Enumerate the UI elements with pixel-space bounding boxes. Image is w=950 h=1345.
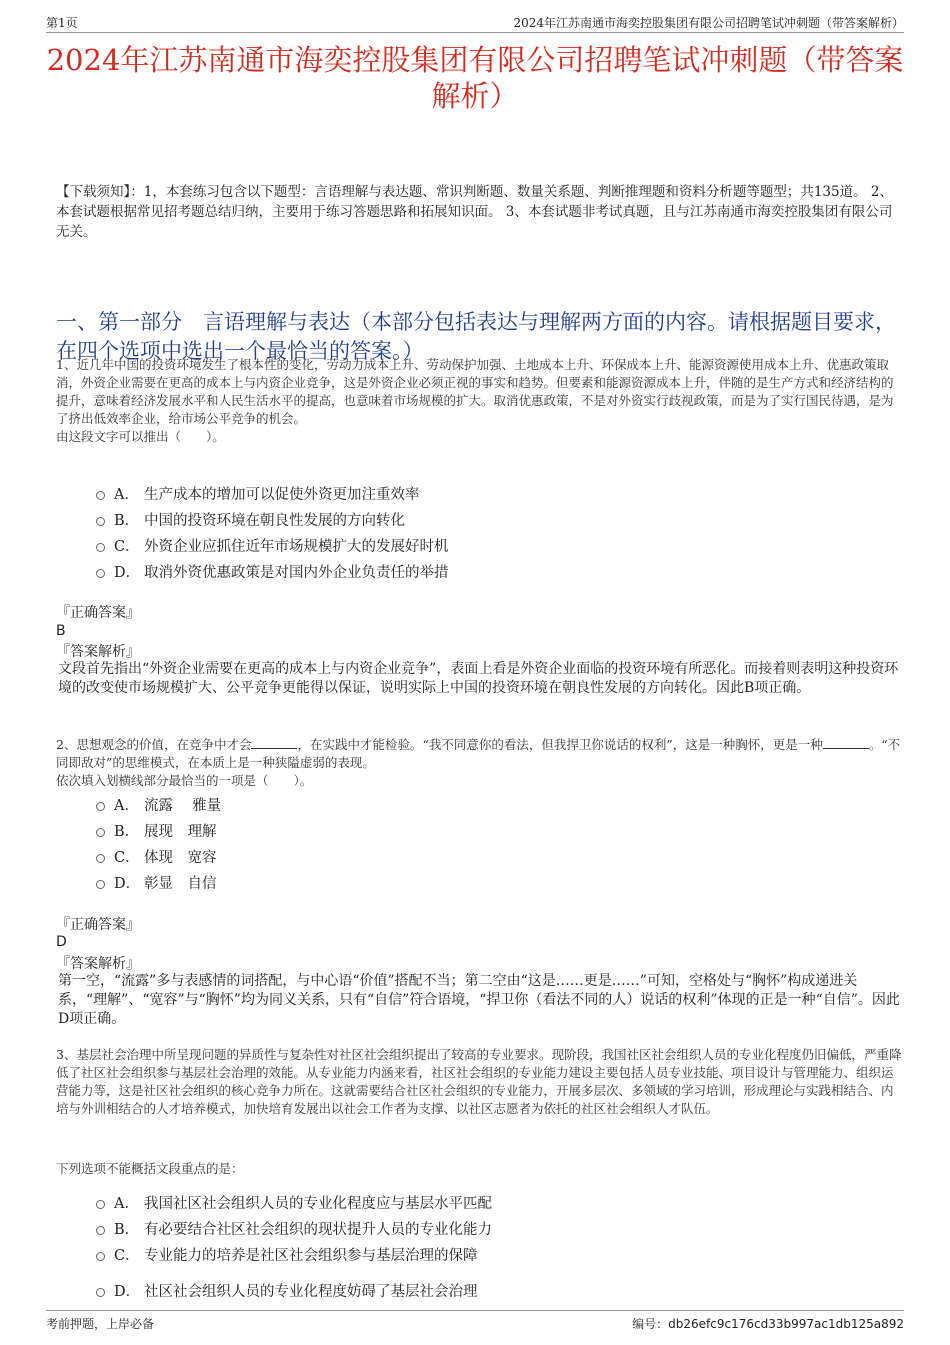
radio-icon[interactable] xyxy=(96,543,105,552)
radio-icon[interactable] xyxy=(96,491,105,500)
question-2-options xyxy=(96,793,904,897)
page-header xyxy=(46,10,904,33)
footer-slogan: 考前押题，上岸必备 xyxy=(46,1317,155,1331)
radio-icon[interactable] xyxy=(96,1252,105,1261)
q2-explanation: 第一空，“流露”多与表感情的词搭配，与中心语“价值”搭配不当；第二空由“这是……更是……”可知，空格处与“胸怀”构成递进关系，“理解”、“宽容”与“胸怀”均为同义关系，只有“自信”符合语境，“捍卫你（看法不同的人）说话的权利”体现的正是一种“自信”。因此D项正确。 xyxy=(58,973,900,1027)
question-1-stem: 1、近几年中国的投资环境发生了根本性的变化，劳动力成本上升、劳动保护加强、土地成本上升、环保成本上升、能源资源使用成本上升、优惠政策取消，外资企业需要在更高的成本上与内资企业竞争，这是外资企业必须正视的事实和趋势。但要素和能源资源成本上升，伴随的是生产方式和经济结构的提升，意味着经济发展水平和人民生活水平的提高，也意味着市场规模的扩大。取消优惠政策，不是对外资实行歧视政策，而是为了实行国民待遇，是为了挤出低效率企业，给市场公平竞争的机会。 由这段文字可以推出（ ）。 xyxy=(56,356,904,446)
q1-explain-label: 『答案解析』 xyxy=(56,644,140,660)
q2-correct-label: 『正确答案』 xyxy=(56,917,140,933)
q3-option-d[interactable]: D． 社区社会组织人员的专业化程度妨碍了基层社会治理 xyxy=(96,1279,904,1305)
radio-icon[interactable] xyxy=(96,1200,105,1209)
document-title: 2024年江苏南通市海奕控股集团有限公司招聘笔试冲刺题（带答案解析） xyxy=(46,43,904,113)
q1-option-a[interactable]: A． 生产成本的增加可以促使外资更加注重效率 xyxy=(96,482,904,508)
question-1-options xyxy=(96,482,904,586)
q1-option-c[interactable]: C． 外资企业应抓住近年市场规模扩大的发展好时机 xyxy=(96,534,904,560)
q3-option-b[interactable]: B． 有必要结合社区社会组织的现状提升人员的专业化能力 xyxy=(96,1217,904,1243)
question-2-stem: 2、思想观念的价值，在竞争中才会 ，在实践中才能检验。“我不同意你的看法，但我捍卫你说话的权利”，这是一种胸怀，更是一种 。“不同即敌对”的思维模式，在本质上是一种狭隘虚弱的表现。 依次填入划横线部分最恰当的一项是（ ）。 xyxy=(56,736,904,790)
radio-icon[interactable] xyxy=(96,880,105,889)
q3-option-c[interactable]: C． 专业能力的培养是社区社会组织参与基层治理的保障 xyxy=(96,1243,904,1269)
q2-option-b[interactable]: B． 展现 理解 xyxy=(96,819,904,845)
radio-icon[interactable] xyxy=(96,828,105,837)
q1-explanation: 文段首先指出“外资企业需要在更高的成本上与内资企业竞争”，表面上看是外资企业面临的投资环境有所恶化。而接着则表明这种投资环境的改变使市场规模扩大、公平竞争更能得以保证，说明实际上中国的投资环境在朝良性发展的方向转化。因此B项正确。 xyxy=(58,661,899,696)
page-footer xyxy=(46,1310,904,1333)
q1-option-d[interactable]: D． 取消外资优惠政策是对国内外企业负责任的举措 xyxy=(96,560,904,586)
q1-option-b[interactable]: B． 中国的投资环境在朝良性发展的方向转化 xyxy=(96,508,904,534)
q1-answer: B xyxy=(56,623,66,639)
header-doc-title: 2024年江苏南通市海奕控股集团有限公司招聘笔试冲刺题（带答案解析） xyxy=(513,16,904,30)
question-1-prompt: 由这段文字可以推出（ ）。 xyxy=(56,429,225,444)
q2-option-c[interactable]: C． 体现 宽容 xyxy=(96,845,904,871)
section-heading: 一、第一部分 言语理解与表达（本部分包括表达与理解两方面的内容。请根据题目要求，在四个选项中选出一个最恰当的答案。） xyxy=(56,310,896,363)
radio-icon[interactable] xyxy=(96,1288,105,1297)
page-number: 第1页 xyxy=(46,16,78,30)
download-notice: 【下载须知】：1，本套练习包含以下题型：言语理解与表达题、常识判断题、数量关系题、判断推理题和资料分析题等题型；共135道。 2、本套试题根据常见招考题总结归纳，主要用于练习答题思路和拓展知识面。 3、本套试题非考试真题，且与江苏南通市海奕控股集团有限公司无关。 xyxy=(56,184,893,240)
question-3-options xyxy=(96,1191,904,1305)
q2-answer: D xyxy=(56,934,67,950)
radio-icon[interactable] xyxy=(96,854,105,863)
radio-icon[interactable] xyxy=(96,802,105,811)
question-2-prompt: 依次填入划横线部分最恰当的一项是（ ）。 xyxy=(56,773,313,788)
q2-option-a[interactable]: A． 流露 雅量 xyxy=(96,793,904,819)
fill-blank xyxy=(823,736,869,749)
radio-icon[interactable] xyxy=(96,569,105,578)
q2-option-d[interactable]: D． 彰显 自信 xyxy=(96,871,904,897)
radio-icon[interactable] xyxy=(96,1226,105,1235)
q3-option-a[interactable]: A． 我国社区社会组织人员的专业化程度应与基层水平匹配 xyxy=(96,1191,904,1217)
question-3-stem: 3、基层社会治理中所呈现问题的异质性与复杂性对社区社会组织提出了较高的专业要求。现阶段，我国社区社会组织人员的专业化程度仍旧偏低，严重降低了社区社会组织参与基层社会治理的效能。从专业能力内涵来看，社区社会组织的专业能力建设主要包括人员专业技能、项目设计与管理能力、组织运营能力等，这是社区社会组织的核心竞争力所在。这就需要结合社区社会组织的专业能力，开展多层次、多领域的学习培训，形成理论与实践相结合、内培与外训相结合的人才培养模式，加快培育发展出以社会工作者为支撑、以社区志愿者为依托的社区社会组织人才队伍。 xyxy=(56,1047,902,1116)
q2-explain-label: 『答案解析』 xyxy=(56,956,140,972)
radio-icon[interactable] xyxy=(96,517,105,526)
question-3-prompt: 下列选项不能概括文段重点的是： xyxy=(56,1161,244,1176)
fill-blank xyxy=(251,736,297,749)
footer-code: 编号：db26efc9c176cd33b997ac1db125a892 xyxy=(632,1317,904,1331)
q1-correct-label: 『正确答案』 xyxy=(56,605,140,621)
